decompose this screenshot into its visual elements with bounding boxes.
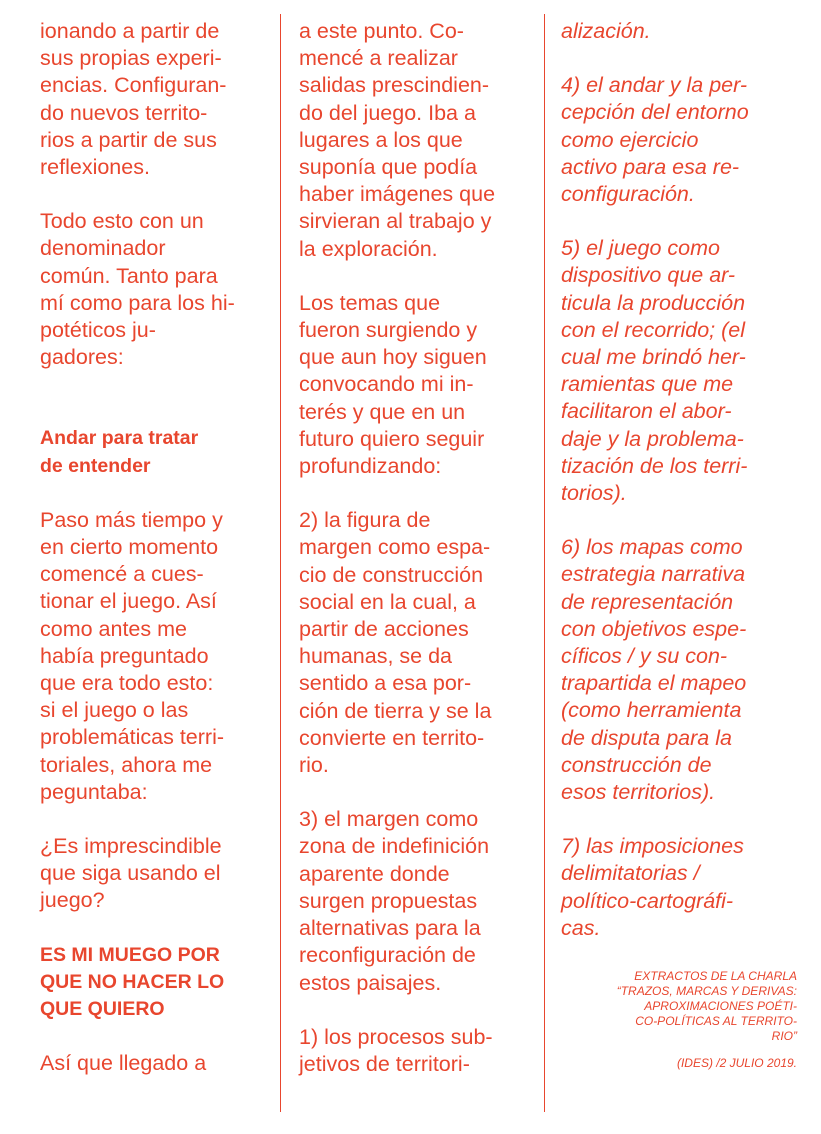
- paragraph: Todo esto con un denominador común. Tanto para mí como para los hi- potéticos ju- gadores:: [40, 209, 235, 370]
- paragraph: ionando a partir de sus propias experi- encias. Configuran- do nuevos territo- rios a partir de sus reflexiones.: [40, 19, 227, 180]
- paragraph: Paso más tiempo y en cierto momento comencé a cues- tionar el juego. Así como antes me había preguntado que era todo esto: si el juego o las problemáticas terri- toriales, ahora me peguntaba:: [40, 507, 224, 804]
- section-heading: Andar para tratar de entender: [40, 427, 199, 477]
- spacer: [40, 398, 276, 425]
- list-item: 4) el andar y la per- cepción del entorno como ejercicio activo para esa re- configuración.: [561, 73, 749, 207]
- paragraph: ¿Es imprescindible que siga usando el juego?: [40, 834, 222, 913]
- source-date: (IDES) /2 JULIO 2019.: [676, 1056, 797, 1071]
- text-column-3: [561, 18, 797, 1071]
- paragraph: Los temas que fueron surgiendo y que aun hoy siguen convocando mi in- terés y que en un futuro quiero seguir profundizando:: [299, 290, 487, 479]
- column-divider-right: [544, 14, 545, 1112]
- list-item: 3) el margen como zona de indefinición aparente donde surgen propuestas alternativas para la reconfiguración de estos paisajes.: [299, 807, 490, 995]
- list-item: alización.: [561, 19, 651, 43]
- text-column-2: [299, 18, 535, 1105]
- section-heading: ES MI MUEGO POR QUE NO HACER LO QUE QUIERO: [40, 943, 225, 1021]
- paragraph: a este punto. Co- mencé a realizar salidas prescindien- do del juego. Iba a lugares a los que suponía que podía haber imágenes que sirvieran al trabajo y la exploración.: [299, 19, 496, 261]
- source-credit: EXTRACTOS DE LA CHARLA “TRAZOS, MARCAS Y DERIVAS: APROXIMACIONES POÉTI- CO-POLÍTICAS AL TERRITO- RIO”: [616, 969, 797, 1044]
- column-divider-left: [280, 14, 281, 1112]
- list-item: 7) las imposiciones delimitatorias / político-cartográfi- cas.: [561, 834, 744, 940]
- list-item: 1) los procesos sub- jetivos de territori-: [299, 1024, 493, 1076]
- list-item: 2) la figura de margen como espa- cio de construcción social en la cual, a partir de acciones humanas, se da sentido a esa por- ción de tierra y se la convierte en territo- rio.: [299, 508, 492, 778]
- list-item: 5) el juego como dispositivo que ar- ticula la producción con el recorrido; (el cual me brindó her- ramientas que me facilitaron el abor- daje y la problema- tización de los terri- torios).: [561, 236, 748, 506]
- paragraph: Así que llegado a: [40, 1051, 207, 1076]
- list-item: 6) los mapas como estrategia narrativa de representación con objetivos espe- cíficos / y su con- trapartida el mapeo (como herramienta de disputa para la construcción de esos territorios).: [561, 535, 747, 805]
- text-column-1: [40, 18, 276, 1105]
